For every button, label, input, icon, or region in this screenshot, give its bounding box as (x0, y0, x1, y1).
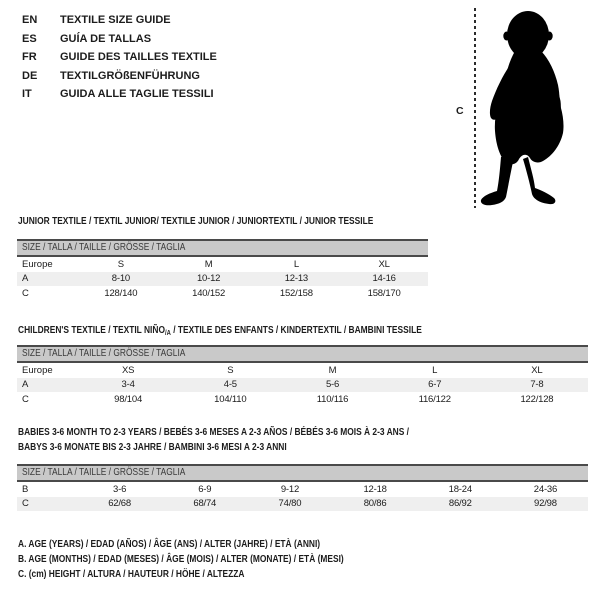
row-label: B (22, 483, 29, 495)
table-cell: 122/128 (520, 393, 554, 405)
language-title-list (22, 11, 217, 104)
language-code: IT (22, 88, 32, 100)
table-header-row (17, 363, 588, 378)
section-title-junior (18, 215, 441, 230)
children-size-table (17, 345, 588, 407)
row-label: C (22, 287, 29, 299)
table-cell: 140/152 (192, 287, 226, 299)
section-title-babies (18, 426, 483, 455)
column-header: Europe (22, 258, 53, 270)
legend (18, 537, 406, 583)
table-cell: 12-18 (363, 483, 387, 495)
title-part: CHILDREN'S TEXTILE / TEXTIL NIÑO (18, 325, 165, 336)
size-bar (17, 347, 588, 363)
table-cell: 68/74 (193, 498, 217, 510)
table-cell: 3-4 (121, 379, 135, 391)
language-row (22, 48, 217, 67)
babies-size-table (17, 464, 588, 511)
size-bar (17, 241, 428, 257)
row-label: A (22, 273, 29, 285)
language-code: ES (22, 32, 37, 45)
table-cell: 8-10 (111, 273, 130, 285)
legend-line-b: B. AGE (MONTHS) / EDAD (MESES) / ÂGE (MOIS) / ALTER (MONATE) / ETÀ (MESI) (18, 554, 344, 566)
table-row (17, 497, 588, 512)
table-header-row (17, 257, 428, 272)
table-cell: 12-13 (284, 273, 309, 285)
row-label: C (22, 393, 29, 405)
table-cell: 98/104 (114, 393, 143, 405)
size-bar (17, 466, 588, 482)
table-cell: 5-6 (325, 379, 340, 391)
table-cell: 86/92 (448, 498, 472, 510)
row-label: A (22, 379, 29, 391)
language-title: TEXTILGRÖßENFÜHRUNG (60, 69, 200, 82)
table-cell: 9-12 (280, 483, 300, 495)
table-cell: 80/86 (363, 498, 387, 510)
table-row (17, 392, 588, 407)
language-code: DE (22, 69, 38, 82)
title-subscript: /A (164, 330, 171, 337)
section-title-text: JUNIOR TEXTILE / TEXTIL JUNIOR/ TEXTILE JUNIOR / JUNIORTEXTIL / JUNIOR TESSILE (18, 216, 374, 227)
table-cell: 18-24 (448, 483, 472, 495)
row-label: C (22, 498, 29, 510)
size-bar-label: SIZE / TALLA / TAILLE / GRÖSSE / TAGLIA (22, 348, 186, 359)
table-row (17, 482, 588, 497)
height-dotted-line (474, 8, 476, 208)
column-header: Europe (22, 364, 53, 376)
column-header: M (204, 258, 213, 270)
table-row (17, 378, 588, 393)
table-cell: 6-9 (198, 483, 212, 495)
table-cell: 14-16 (372, 273, 396, 285)
height-measure-label: C (456, 105, 464, 117)
table-cell: 92/98 (534, 498, 557, 510)
legend-line-c: C. (cm) HEIGHT / ALTURA / HAUTEUR / HÖHE / ALTEZZA (18, 569, 245, 581)
table-cell: 3-6 (113, 483, 127, 495)
language-row (22, 11, 217, 30)
table-cell: 158/170 (367, 287, 401, 299)
table-cell: 10-12 (196, 273, 221, 285)
table-cell: 7-8 (530, 379, 544, 391)
table-row (17, 272, 428, 287)
column-header: XL (531, 364, 543, 376)
table-cell: 24-36 (533, 483, 558, 495)
language-row (22, 67, 217, 86)
language-code: EN (22, 14, 38, 26)
section-title-text: BABYS 3-6 MONATE BIS 2-3 JAHRE / BAMBINI 3-6 MESI A 2-3 ANNI (18, 441, 287, 453)
column-header: S (227, 364, 234, 376)
section-title-children (18, 324, 499, 342)
section-title-text (18, 324, 422, 342)
language-title: GUÍA DE TALLAS (60, 32, 152, 45)
table-cell: 62/68 (108, 498, 131, 510)
language-row (22, 85, 217, 104)
title-part: / TEXTILE DES ENFANTS / KINDERTEXTIL / BAMBINI TESSILE (170, 325, 422, 336)
table-cell: 74/80 (278, 498, 302, 510)
baby-silhouette-icon (477, 9, 577, 208)
table-cell: 6-7 (428, 379, 442, 391)
language-title: GUIDE DES TAILLES TEXTILE (60, 51, 217, 63)
table-cell: 152/158 (279, 287, 313, 299)
table-cell: 128/140 (104, 287, 138, 299)
legend-line-a: A. AGE (YEARS) / EDAD (AÑOS) / ÂGE (ANS) / ALTER (JAHRE) / ETÀ (ANNI) (18, 539, 321, 550)
language-code: FR (22, 51, 37, 63)
table-cell: 4-5 (223, 379, 237, 391)
column-header: XL (378, 258, 390, 270)
column-header: L (432, 364, 438, 376)
language-title: TEXTILE SIZE GUIDE (60, 14, 171, 26)
language-row (22, 30, 217, 49)
column-header: XS (121, 364, 135, 376)
size-bar-label: SIZE / TALLA / TAILLE / GRÖSSE / TAGLIA (22, 242, 186, 253)
column-header: S (117, 258, 124, 270)
table-cell: 116/122 (418, 393, 451, 405)
table-cell: 110/116 (316, 393, 349, 405)
table-cell: 104/110 (214, 393, 247, 405)
junior-size-table (17, 239, 428, 301)
column-header: M (328, 364, 337, 376)
table-row (17, 286, 428, 301)
size-bar-label: SIZE / TALLA / TAILLE / GRÖSSE / TAGLIA (22, 467, 186, 478)
language-title: GUIDA ALLE TAGLIE TESSILI (60, 88, 214, 100)
column-header: L (293, 258, 299, 270)
section-title-text: BABIES 3-6 MONTH TO 2-3 YEARS / BEBÉS 3-6 MESES A 2-3 AÑOS / BÉBÉS 3-6 MOIS À 2-3 ANS / (18, 427, 410, 438)
